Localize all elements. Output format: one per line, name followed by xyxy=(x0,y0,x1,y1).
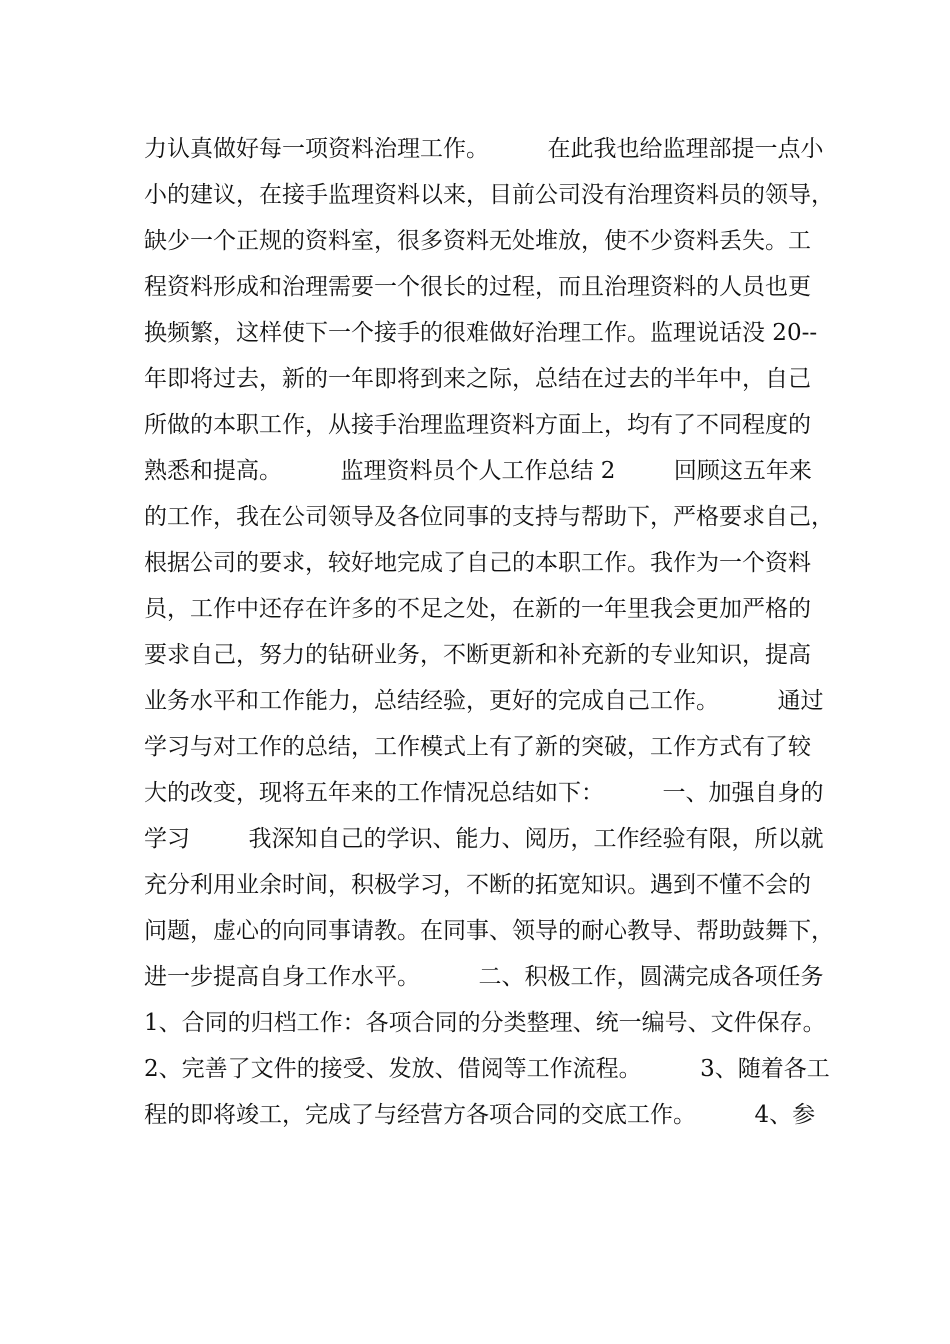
text-line: 学习 我深知自己的学识、能力、阅历，工作经验有限，所以就 xyxy=(144,826,824,852)
text-line: 年即将过去，新的一年即将到来之际，总结在过去的半年中，自己 xyxy=(144,366,811,392)
text-line: 根据公司的要求，较好地完成了自己的本职工作。我作为一个资料 xyxy=(144,550,811,576)
text-line: 员，工作中还存在许多的不足之处，在新的一年里我会更加严格的 xyxy=(144,596,811,622)
text-line: 充分利用业余时间，积极学习，不断的拓宽知识。遇到不懂不会的 xyxy=(144,872,811,898)
text-line: 业务水平和工作能力，总结经验，更好的完成自己工作。 通过 xyxy=(144,688,824,714)
text-line: 缺少一个正规的资料室，很多资料无处堆放，使不少资料丢失。工 xyxy=(144,228,811,254)
text-line: 2、完善了文件的接受、发放、借阅等工作流程。 3、随着各工 xyxy=(144,1056,830,1082)
text-line: 的工作，我在公司领导及各位同事的支持与帮助下，严格要求自己， xyxy=(144,504,834,530)
text-line: 力认真做好每一项资料治理工作。 在此我也给监理部提一点小 xyxy=(144,136,824,162)
text-line: 要求自己，努力的钻研业务，不断更新和补充新的专业知识，提高 xyxy=(144,642,811,668)
text-line: 所做的本职工作，从接手治理监理资料方面上，均有了不同程度的 xyxy=(144,412,811,438)
text-line: 学习与对工作的总结，工作模式上有了新的突破，工作方式有了较 xyxy=(144,734,811,760)
text-line: 进一步提高自身工作水平。 二、积极工作，圆满完成各项任务 xyxy=(144,964,824,990)
text-line: 问题，虚心的向同事请教。在同事、领导的耐心教导、帮助鼓舞下， xyxy=(144,918,834,944)
text-line: 1、合同的归档工作：各项合同的分类整理、统一编号、文件保存。 xyxy=(144,1010,826,1036)
text-line: 大的改变，现将五年来的工作情况总结如下： 一、加强自身的 xyxy=(144,780,824,806)
text-line: 程资料形成和治理需要一个很长的过程，而且治理资料的人员也更 xyxy=(144,274,811,300)
text-line: 程的即将竣工，完成了与经营方各项合同的交底工作。 4、参 xyxy=(144,1102,816,1128)
text-line: 换频繁，这样使下一个接手的很难做好治理工作。监理说话没 20-- xyxy=(144,320,818,346)
text-line: 熟悉和提高。 监理资料员个人工作总结 2 回顾这五年来 xyxy=(144,458,812,484)
body-text xyxy=(144,128,844,1140)
text-line: 小的建议，在接手监理资料以来，目前公司没有治理资料员的领导， xyxy=(144,182,834,208)
